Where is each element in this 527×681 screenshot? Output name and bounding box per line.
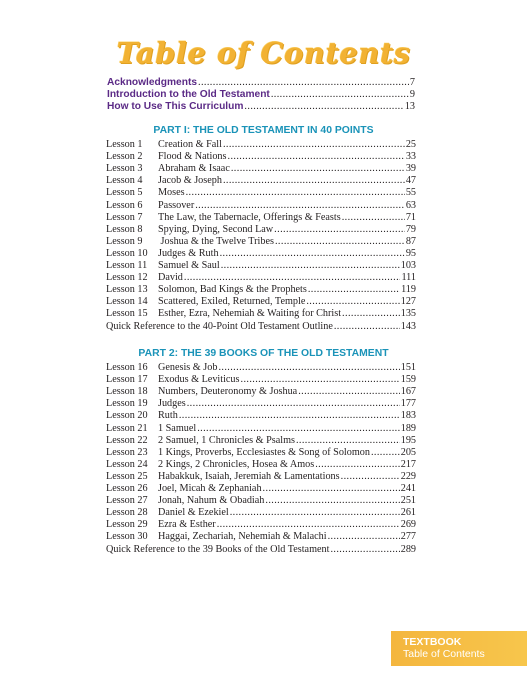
lesson-number: Lesson 19 [106, 398, 148, 410]
dot-leader [228, 151, 405, 163]
entry-page: 13 [404, 101, 415, 112]
toc-lesson-row[interactable] [106, 284, 416, 296]
toc-lesson-row[interactable] [106, 163, 416, 175]
toc-lesson-row[interactable] [106, 507, 416, 519]
lesson-page: 127 [400, 296, 416, 308]
lesson-page: 25 [405, 139, 416, 150]
toc-lesson-row[interactable] [106, 544, 416, 556]
dot-leader [223, 139, 405, 151]
lesson-title: Esther, Ezra, Nehemiah & Waiting for Christ [158, 308, 342, 320]
lesson-title: 1 Kings, Proverbs, Ecclesiastes & Song of Solomon [158, 446, 370, 458]
dot-leader [197, 423, 400, 435]
toc-lesson-row[interactable] [106, 483, 416, 495]
lesson-number: Lesson 15 [106, 308, 148, 320]
dot-leader [179, 410, 400, 422]
badge-label: TEXTBOOK [403, 636, 462, 648]
dot-leader [241, 374, 400, 386]
toc-lesson-row[interactable] [106, 435, 416, 447]
toc-lesson-row[interactable] [106, 471, 416, 483]
lesson-number: Lesson 18 [106, 386, 148, 398]
lesson-page: 277 [400, 531, 416, 543]
lesson-number: Lesson 28 [106, 507, 148, 519]
lesson-page: 177 [400, 398, 416, 410]
lesson-page: 241 [400, 483, 416, 494]
lesson-number: Lesson 4 [106, 175, 143, 187]
lesson-page: 289 [400, 543, 416, 555]
dot-leader [218, 362, 399, 374]
lesson-title: Jonah, Nahum & Obadiah [158, 495, 265, 507]
lesson-title: Creation & Fall [158, 139, 222, 150]
lesson-page: 269 [400, 519, 416, 531]
toc-lesson-row[interactable] [106, 308, 416, 320]
lesson-number: Lesson 8 [106, 223, 143, 235]
lesson-title: Daniel & Ezekiel [158, 507, 229, 519]
toc-lesson-row[interactable] [106, 212, 416, 224]
lesson-number: Lesson 29 [106, 519, 148, 531]
lesson-page: 63 [405, 199, 416, 211]
lesson-title: Ezra & Esther [158, 519, 216, 531]
section-badge [391, 631, 527, 666]
lesson-page: 87 [405, 235, 416, 247]
dot-leader [275, 236, 405, 248]
dot-leader [342, 308, 400, 320]
toc-lesson-row[interactable] [106, 200, 416, 212]
toc-lesson-row[interactable] [106, 374, 416, 386]
lesson-page: 261 [400, 507, 416, 519]
dot-leader [274, 224, 405, 236]
lesson-page: 103 [400, 260, 416, 271]
lesson-page: 119 [401, 284, 416, 296]
lesson-title: Habakkuk, Isaiah, Jeremiah & Lamentations [158, 470, 340, 482]
lesson-title: Abraham & Isaac [158, 163, 230, 175]
toc-lesson-row[interactable] [106, 321, 416, 333]
lesson-title: Judges [158, 398, 186, 410]
dot-leader [271, 89, 409, 101]
dot-leader [315, 459, 400, 471]
lesson-page: 143 [400, 320, 416, 332]
lesson-page: 95 [405, 247, 416, 259]
lesson-title: Passover [158, 199, 195, 211]
lesson-number: Lesson 20 [106, 410, 148, 422]
toc-lesson-row[interactable] [106, 236, 416, 248]
dot-leader [195, 200, 405, 212]
lesson-number: Lesson 25 [106, 470, 148, 482]
lesson-page: 33 [405, 151, 416, 163]
lesson-number: Lesson 24 [106, 458, 148, 470]
lesson-title: 2 Kings, 2 Chronicles, Hosea & Amos [158, 458, 315, 470]
dot-leader [221, 260, 400, 272]
lesson-title: 2 Samuel, 1 Chronicles & Psalms [158, 434, 295, 446]
lesson-page: 151 [400, 362, 416, 373]
dot-leader [244, 101, 403, 113]
lesson-title: Joshua & the Twelve Tribes [158, 235, 274, 247]
dot-leader [198, 77, 409, 89]
dot-leader [298, 386, 400, 398]
lesson-number: Lesson 30 [106, 531, 148, 543]
toc-lesson-row[interactable] [106, 175, 416, 187]
lesson-title: Solomon, Bad Kings & the Prophets [158, 284, 307, 296]
lesson-title: Quick Reference to the 40-Point Old Testament Outline [106, 320, 333, 332]
toc-lesson-row[interactable] [106, 248, 416, 260]
lesson-title: Samuel & Saul [158, 260, 220, 271]
badge-sublabel: Table of Contents [403, 648, 485, 660]
lesson-page: 205 [400, 446, 416, 458]
lesson-number: Lesson 7 [106, 211, 143, 223]
lesson-number: Lesson 5 [106, 187, 143, 199]
lesson-page: 79 [405, 223, 416, 235]
lesson-number: Lesson 11 [106, 260, 148, 271]
toc-lesson-row[interactable] [106, 495, 416, 507]
lesson-number: Lesson 26 [106, 483, 148, 494]
lesson-page: 167 [400, 386, 416, 398]
lesson-title: Jacob & Joseph [158, 175, 222, 187]
lesson-page: 135 [400, 308, 416, 320]
lesson-number: Lesson 2 [106, 151, 143, 163]
dot-leader [231, 163, 405, 175]
lesson-page: 217 [400, 458, 416, 470]
lesson-number: Lesson 27 [106, 495, 148, 507]
lesson-page: 229 [400, 470, 416, 482]
lesson-number: Lesson 1 [106, 139, 143, 150]
toc-lesson-row[interactable] [106, 224, 416, 236]
dot-leader [263, 483, 400, 495]
lesson-title: David [158, 272, 183, 284]
lesson-title: Moses [158, 187, 185, 199]
toc-lesson-row[interactable] [106, 410, 416, 422]
lesson-page: 71 [405, 211, 416, 223]
dot-leader [265, 495, 399, 507]
lesson-title: Haggai, Zechariah, Nehemiah & Malachi [158, 531, 327, 543]
lesson-number: Lesson 6 [106, 199, 143, 211]
toc-lesson-row[interactable] [106, 531, 416, 543]
toc-entry-introduction[interactable] [107, 89, 415, 101]
dot-leader [187, 398, 400, 410]
dot-leader [217, 519, 400, 531]
entry-title: How to Use This Curriculum [107, 101, 244, 112]
toc-entry-how-to-use[interactable] [107, 101, 415, 113]
entry-title: Introduction to the Old Testament [107, 89, 270, 100]
toc-lesson-row[interactable] [106, 362, 416, 374]
dot-leader [220, 248, 405, 260]
lesson-number: Lesson 14 [106, 296, 148, 308]
lesson-page: 183 [400, 410, 416, 422]
lesson-page: 251 [400, 495, 416, 507]
toc-lesson-row[interactable] [106, 296, 416, 308]
lesson-title: Judges & Ruth [158, 247, 219, 259]
lesson-title: Flood & Nations [158, 151, 227, 163]
page-title: Table of Contents [116, 36, 411, 70]
lesson-title: Numbers, Deuteronomy & Joshua [158, 386, 298, 398]
lesson-title: The Law, the Tabernacle, Offerings & Feasts [158, 211, 341, 223]
dot-leader [230, 507, 400, 519]
dot-leader [296, 435, 400, 447]
dot-leader [223, 175, 405, 187]
lesson-number: Lesson 10 [106, 247, 148, 259]
lesson-page: 189 [400, 422, 416, 434]
dot-leader [328, 531, 400, 543]
lesson-title: Joel, Micah & Zephaniah [158, 483, 262, 494]
entry-page: 9 [409, 89, 415, 100]
toc-lesson-row[interactable] [106, 459, 416, 471]
lesson-page: 55 [405, 187, 416, 199]
lesson-number: Lesson 21 [106, 422, 148, 434]
entry-page: 7 [409, 77, 415, 88]
toc-lesson-row[interactable] [106, 151, 416, 163]
dot-leader [186, 187, 405, 199]
dot-leader [308, 284, 400, 296]
dot-leader [341, 471, 400, 483]
toc-lesson-row[interactable] [106, 386, 416, 398]
part-1-heading: PART I: THE OLD TESTAMENT IN 40 POINTS [153, 125, 374, 136]
lesson-number: Lesson 12 [106, 272, 148, 284]
toc-lesson-row[interactable] [106, 447, 416, 459]
dot-leader [342, 212, 405, 224]
lesson-title: Scattered, Exiled, Returned, Temple [158, 296, 306, 308]
lesson-title: Genesis & Job [158, 362, 218, 373]
toc-lesson-row[interactable] [106, 398, 416, 410]
dot-leader [184, 272, 401, 284]
toc-lesson-row[interactable] [106, 272, 416, 284]
lesson-title: 1 Samuel [158, 422, 197, 434]
lesson-number: Lesson 3 [106, 163, 143, 175]
toc-lesson-row[interactable] [106, 260, 416, 272]
toc-lesson-row[interactable] [106, 519, 416, 531]
lesson-page: 111 [401, 272, 416, 284]
dot-leader [306, 296, 399, 308]
lesson-number: Lesson 13 [106, 284, 148, 296]
lesson-number: Lesson 23 [106, 446, 148, 458]
lesson-title: Exodus & Leviticus [158, 374, 240, 386]
dot-leader [334, 321, 400, 333]
lesson-number: Lesson 17 [106, 374, 148, 386]
lesson-page: 39 [405, 163, 416, 175]
toc-lesson-row[interactable] [106, 423, 416, 435]
lesson-page: 47 [405, 175, 416, 187]
toc-lesson-row[interactable] [106, 187, 416, 199]
lesson-number: Lesson 9 [106, 235, 143, 247]
lesson-number: Lesson 22 [106, 434, 148, 446]
toc-lesson-row[interactable] [106, 139, 416, 151]
lesson-title: Spying, Dying, Second Law [158, 223, 274, 235]
lesson-page: 159 [400, 374, 416, 386]
part-2-heading: PART 2: THE 39 BOOKS OF THE OLD TESTAMENT [138, 348, 389, 359]
entry-title: Acknowledgments [107, 77, 198, 88]
dot-leader [330, 544, 399, 556]
toc-entry-acknowledgments[interactable] [107, 77, 415, 89]
lesson-title: Ruth [158, 410, 178, 422]
lesson-page: 195 [400, 434, 416, 446]
dot-leader [371, 447, 400, 459]
lesson-title: Quick Reference to the 39 Books of the Old Testament [106, 543, 330, 555]
lesson-number: Lesson 16 [106, 362, 148, 373]
